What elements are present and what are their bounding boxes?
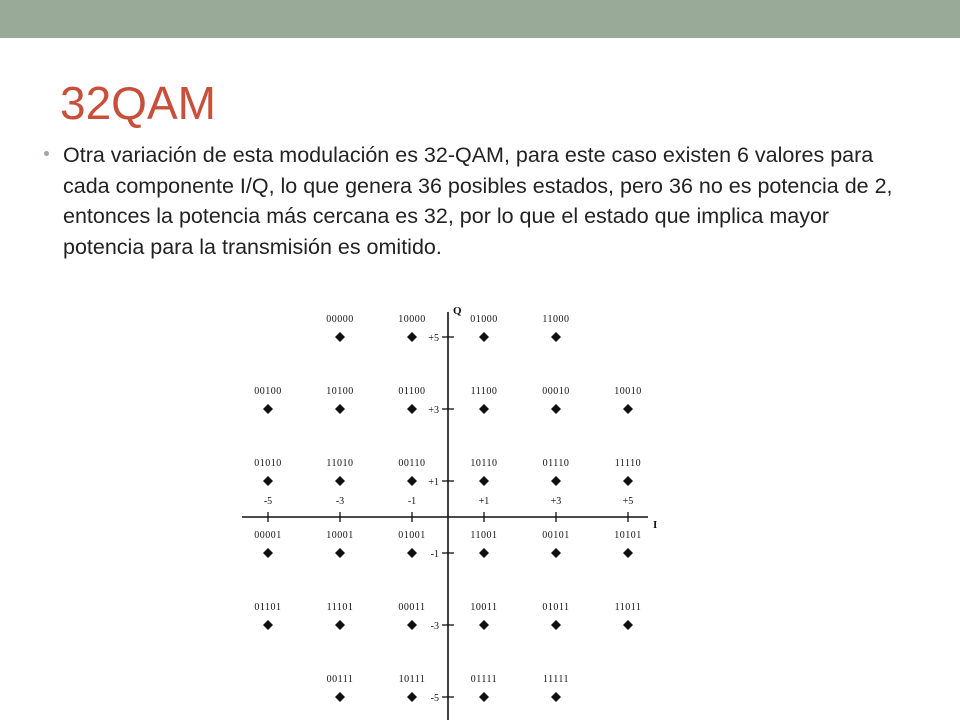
constellation-point — [335, 476, 345, 486]
constellation-point — [551, 332, 561, 342]
constellation-point — [335, 404, 345, 414]
point-code-label: 11111 — [542, 674, 570, 685]
point-code-label: 10100 — [326, 386, 354, 397]
constellation-point — [479, 404, 489, 414]
i-tick-label: -1 — [407, 496, 417, 507]
point-code-label: 00011 — [398, 602, 426, 613]
point-code-label: 10110 — [470, 458, 498, 469]
point-code-label: 00101 — [542, 530, 570, 541]
point-code-label: 10010 — [614, 386, 642, 397]
i-tick-label: +3 — [550, 496, 562, 507]
point-code-label: 10001 — [326, 530, 354, 541]
point-code-label: 11100 — [470, 386, 498, 397]
constellation-point — [623, 620, 633, 630]
point-code-label: 00111 — [326, 674, 354, 685]
constellation-point — [335, 692, 345, 702]
constellation-point — [551, 548, 561, 558]
constellation-point — [479, 548, 489, 558]
point-code-label: 11011 — [614, 602, 642, 613]
q-tick-label: +3 — [428, 405, 439, 416]
constellation-point — [335, 548, 345, 558]
point-code-label: 11110 — [614, 458, 642, 469]
i-tick-label: -5 — [263, 496, 273, 507]
point-code-label: 00110 — [398, 458, 426, 469]
point-code-label: 11101 — [326, 602, 354, 613]
constellation-point — [623, 548, 633, 558]
constellation-point — [407, 332, 417, 342]
bullet-text: Otra variación de esta modulación es 32-QAM, para este caso existen 6 valores para cada componente I/Q, lo que genera 36 posibles estados, pero 36 no es potencia de 2, entonces la potencia más cercana es 32, por lo que el estado que implica mayor potencia para la transmisión es omitido. — [63, 143, 893, 259]
q-tick-label: -1 — [430, 549, 439, 560]
point-code-label: 01111 — [470, 674, 498, 685]
constellation-point — [623, 476, 633, 486]
constellation-point — [263, 404, 273, 414]
point-code-label: 01011 — [542, 602, 570, 613]
q-tick-label: -3 — [430, 621, 439, 632]
point-code-label: 10011 — [470, 602, 498, 613]
constellation-point — [407, 476, 417, 486]
point-code-label: 00010 — [542, 386, 570, 397]
point-code-label: 00001 — [254, 530, 282, 541]
point-code-label: 01110 — [542, 458, 570, 469]
constellation-point — [551, 692, 561, 702]
point-code-label: 00100 — [254, 386, 282, 397]
point-code-label: 10111 — [398, 674, 426, 685]
axes — [242, 305, 657, 720]
point-code-label: 11001 — [470, 530, 498, 541]
constellation-point — [623, 404, 633, 414]
constellation-point — [335, 620, 345, 630]
i-tick-label: +5 — [622, 496, 634, 507]
constellation-point — [407, 404, 417, 414]
point-code-label: 01000 — [470, 314, 498, 325]
i-axis-label: I — [653, 519, 658, 531]
constellation-point — [263, 548, 273, 558]
constellation-point — [407, 620, 417, 630]
point-code-label: 11000 — [542, 314, 570, 325]
slide-title: 32QAM — [60, 77, 216, 129]
q-tick-label: +5 — [428, 333, 439, 344]
constellation-point — [479, 620, 489, 630]
i-tick-label: -3 — [335, 496, 345, 507]
point-code-label: 11010 — [326, 458, 354, 469]
constellation-point — [479, 476, 489, 486]
point-code-label: 01101 — [254, 602, 282, 613]
constellation-point — [335, 332, 345, 342]
constellation-point — [551, 476, 561, 486]
constellation-point — [551, 620, 561, 630]
constellation-point — [263, 476, 273, 486]
constellation-point — [479, 692, 489, 702]
q-tick-label: -5 — [430, 693, 439, 704]
q-axis-label: Q — [453, 305, 462, 317]
point-code-label: 00000 — [326, 314, 354, 325]
point-code-label: 01100 — [398, 386, 426, 397]
q-tick-label: +1 — [428, 477, 439, 488]
constellation-point — [551, 404, 561, 414]
point-code-label: 10101 — [614, 530, 642, 541]
point-code-label: 01010 — [254, 458, 282, 469]
constellation-point — [479, 332, 489, 342]
constellation-point — [407, 548, 417, 558]
point-code-label: 01001 — [398, 530, 426, 541]
constellation-point — [407, 692, 417, 702]
i-tick-label: +1 — [478, 496, 490, 507]
constellation-point — [263, 620, 273, 630]
point-code-label: 10000 — [398, 314, 426, 325]
